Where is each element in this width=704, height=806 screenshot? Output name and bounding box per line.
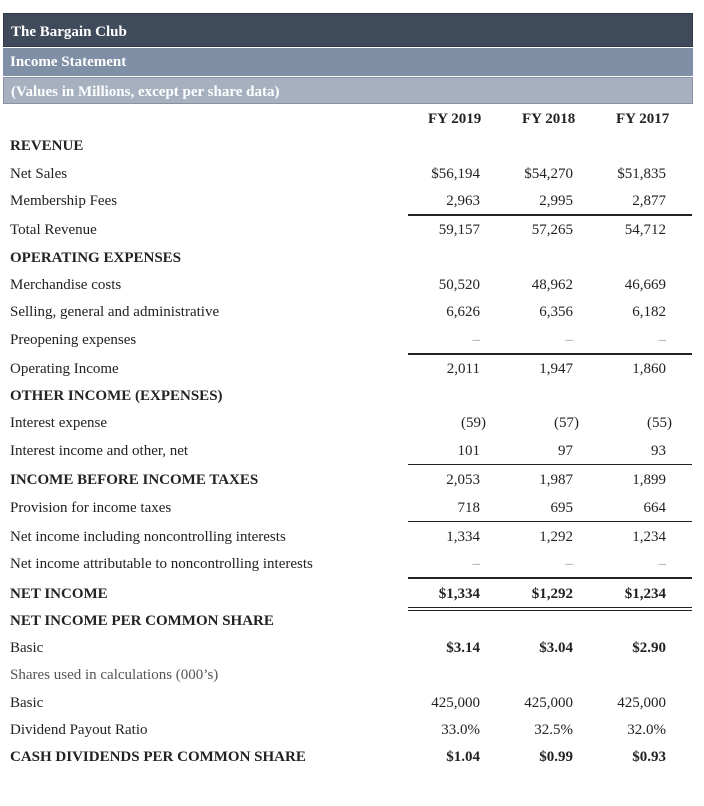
units-note: (Values in Millions, except per share data) [3, 77, 693, 104]
value-fy2019: 2,963 [446, 193, 480, 209]
value-fy2017: – [658, 556, 666, 572]
row-label: Total Revenue [10, 222, 97, 238]
total-rule [408, 607, 692, 608]
row-label: Shares used in calculations (000’s) [10, 667, 219, 683]
row-revenue-heading [0, 138, 704, 165]
value-fy2019: 425,000 [431, 695, 480, 711]
row-total-revenue [0, 222, 704, 249]
row-label: Basic [10, 695, 44, 711]
value-fy2019: (59) [461, 415, 486, 431]
row-label: OTHER INCOME (EXPENSES) [10, 388, 223, 404]
company-name: The Bargain Club [3, 13, 693, 47]
value-fy2018: 57,265 [531, 222, 573, 238]
row-label: REVENUE [10, 138, 84, 154]
row-interest-income [0, 443, 704, 470]
subtotal-rule [408, 464, 692, 465]
column-header-fy2019: FY 2019 [428, 111, 482, 127]
row-label: NET INCOME [10, 586, 108, 602]
value-fy2018: 32.5% [534, 722, 573, 738]
value-fy2017: (55) [647, 415, 672, 431]
row-label: Dividend Payout Ratio [10, 722, 148, 738]
value-fy2018: 695 [550, 500, 573, 516]
row-provision-income-taxes [0, 500, 704, 527]
value-fy2019: 2,053 [446, 472, 480, 488]
value-fy2019: – [472, 332, 480, 348]
row-shares-heading [0, 667, 704, 694]
value-fy2017: – [658, 332, 666, 348]
value-fy2019: $56,194 [431, 166, 480, 182]
row-operating-expenses-heading [0, 250, 704, 277]
value-fy2017: 664 [643, 500, 666, 516]
column-header-fy2018: FY 2018 [522, 111, 576, 127]
value-fy2018: $54,270 [524, 166, 573, 182]
value-fy2017: $2.90 [632, 640, 666, 656]
value-fy2017: 1,860 [632, 361, 666, 377]
value-fy2017: $51,835 [617, 166, 666, 182]
value-fy2018: (57) [554, 415, 579, 431]
row-label: Interest income and other, net [10, 443, 189, 459]
value-fy2017: 54,712 [624, 222, 666, 238]
value-fy2017: 1,899 [632, 472, 666, 488]
value-fy2017: 2,877 [632, 193, 666, 209]
value-fy2018: 1,987 [539, 472, 573, 488]
value-fy2018: – [565, 556, 573, 572]
value-fy2018: 1,947 [539, 361, 573, 377]
subtotal-rule [408, 577, 692, 579]
value-fy2018: 6,356 [539, 304, 573, 320]
value-fy2017: 46,669 [624, 277, 666, 293]
value-fy2018: 97 [558, 443, 573, 459]
row-label: NET INCOME PER COMMON SHARE [10, 613, 274, 629]
row-other-income-heading [0, 388, 704, 415]
value-fy2018: 2,995 [539, 193, 573, 209]
row-basic-shares [0, 695, 704, 722]
row-dividend-payout-ratio [0, 722, 704, 749]
row-cash-dividends [0, 749, 704, 776]
value-fy2018: $3.04 [539, 640, 573, 656]
total-double-rule [408, 610, 692, 611]
row-basic-eps [0, 640, 704, 667]
subtotal-rule [408, 353, 692, 355]
subtotal-rule [408, 214, 692, 216]
row-label: OPERATING EXPENSES [10, 250, 182, 266]
value-fy2019: 1,334 [446, 529, 480, 545]
value-fy2018: 48,962 [531, 277, 573, 293]
row-sga [0, 304, 704, 331]
row-label: Interest expense [10, 415, 108, 431]
value-fy2019: 2,011 [446, 361, 480, 377]
row-label: Merchandise costs [10, 277, 122, 293]
value-fy2019: $1,334 [438, 586, 480, 602]
value-fy2019: 6,626 [446, 304, 480, 320]
value-fy2017: 1,234 [632, 529, 666, 545]
value-fy2017: 425,000 [617, 695, 666, 711]
value-fy2019: $3.14 [446, 640, 480, 656]
row-net-income-per-share-heading [0, 613, 704, 640]
value-fy2019: – [472, 556, 480, 572]
column-header-fy2017: FY 2017 [616, 111, 670, 127]
row-label: Provision for income taxes [10, 500, 172, 516]
row-label: Preopening expenses [10, 332, 137, 348]
value-fy2018: 425,000 [524, 695, 573, 711]
value-fy2017: 6,182 [632, 304, 666, 320]
value-fy2019: 101 [457, 443, 480, 459]
row-label: CASH DIVIDENDS PER COMMON SHARE [10, 749, 306, 765]
value-fy2018: 1,292 [539, 529, 573, 545]
row-net-sales [0, 166, 704, 193]
row-net-income-incl-nci [0, 529, 704, 556]
value-fy2017: $0.93 [632, 749, 666, 765]
row-label: Basic [10, 640, 44, 656]
value-fy2017: 32.0% [627, 722, 666, 738]
row-label: Net Sales [10, 166, 68, 182]
row-operating-income [0, 361, 704, 388]
value-fy2019: 50,520 [438, 277, 480, 293]
row-label: Operating Income [10, 361, 119, 377]
value-fy2017: $1,234 [624, 586, 666, 602]
row-label: Net income attributable to noncontrolling interests [10, 556, 313, 572]
value-fy2019: $1.04 [446, 749, 480, 765]
value-fy2019: 33.0% [441, 722, 480, 738]
value-fy2017: 93 [651, 443, 666, 459]
row-label: INCOME BEFORE INCOME TAXES [10, 472, 259, 488]
row-merchandise-costs [0, 277, 704, 304]
value-fy2018: – [565, 332, 573, 348]
value-fy2019: 59,157 [438, 222, 480, 238]
row-income-before-taxes [0, 472, 704, 499]
value-fy2019: 718 [457, 500, 480, 516]
row-net-income [0, 586, 704, 613]
row-label: Net income including noncontrolling interests [10, 529, 286, 545]
row-interest-expense [0, 415, 704, 442]
value-fy2018: $1,292 [531, 586, 573, 602]
row-label: Membership Fees [10, 193, 118, 209]
statement-title: Income Statement [3, 48, 693, 76]
row-label: Selling, general and administrative [10, 304, 220, 320]
subtotal-rule [408, 521, 692, 522]
value-fy2018: $0.99 [539, 749, 573, 765]
